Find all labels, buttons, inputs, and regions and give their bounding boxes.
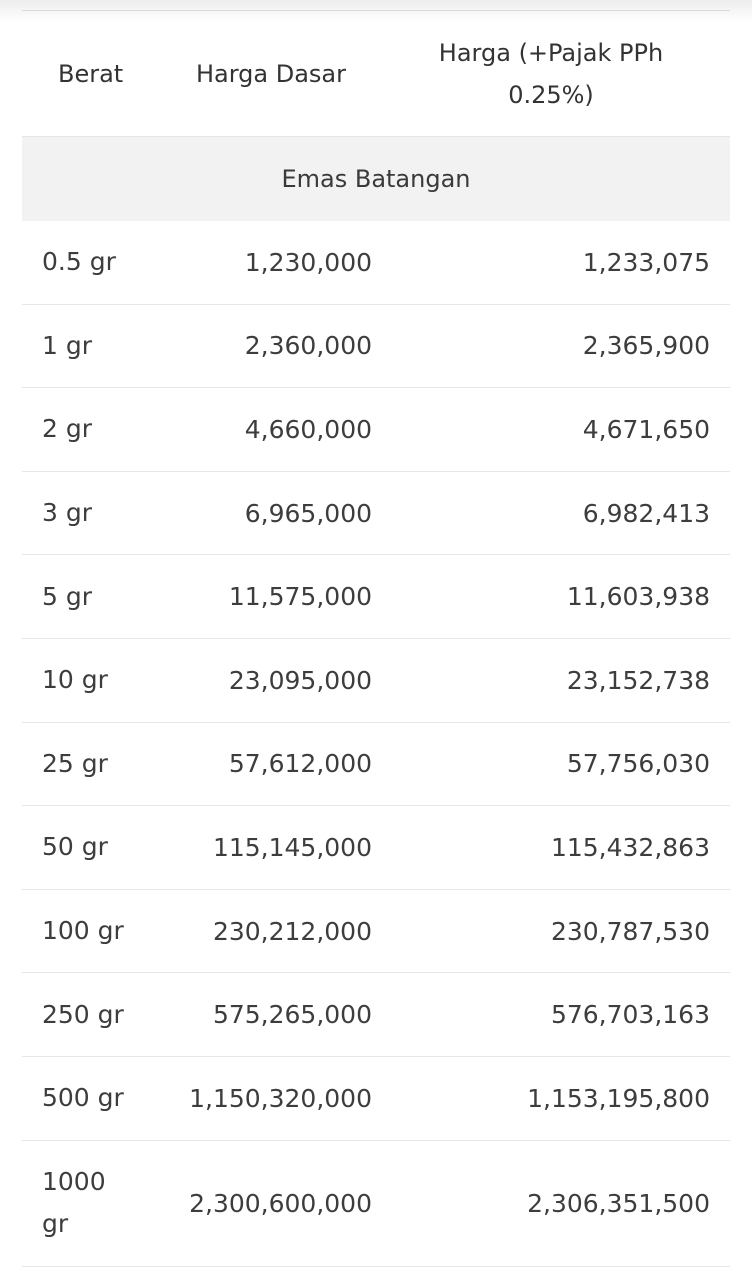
table-row [22, 388, 730, 472]
cell-harga-dasar: 1,150,320,000 [189, 1083, 372, 1113]
cell-harga-pajak: 1,153,195,800 [527, 1083, 710, 1113]
cell-harga-pajak: 11,603,938 [566, 582, 710, 612]
table-row [22, 890, 730, 974]
table-row [22, 1141, 730, 1267]
cell-harga-dasar: 11,575,000 [228, 582, 372, 612]
header-berat: Berat [58, 59, 124, 88]
cell-berat: 10 gr [42, 665, 108, 695]
cell-harga-pajak: 115,432,863 [550, 832, 710, 862]
cell-harga-dasar: 1,230,000 [244, 247, 372, 277]
cell-harga-dasar: 4,660,000 [244, 414, 372, 444]
table-row [22, 472, 730, 556]
table-row [22, 555, 730, 639]
table-row [22, 639, 730, 723]
cell-berat: 1 gr [42, 330, 92, 360]
cell-harga-dasar: 6,965,000 [244, 498, 372, 528]
cell-berat: 2 gr [42, 414, 92, 444]
header-harga-dasar: Harga Dasar [195, 59, 346, 88]
gold-price-table [22, 10, 730, 1267]
cell-harga-pajak: 6,982,413 [582, 498, 710, 528]
table-row [22, 1057, 730, 1141]
cell-berat: 3 gr [42, 498, 92, 528]
cell-berat: 250 gr [42, 999, 124, 1029]
header-harga-pajak: Harga (+Pajak PPh 0.25%) [438, 38, 664, 109]
table-header [22, 11, 730, 137]
cell-berat: 5 gr [42, 581, 92, 611]
cell-harga-dasar: 2,360,000 [244, 331, 372, 361]
cell-harga-dasar: 23,095,000 [228, 665, 372, 695]
cell-berat: 500 gr [42, 1083, 124, 1113]
cell-harga-pajak: 2,365,900 [582, 331, 710, 361]
section-emas-batangan: Emas Batangan [22, 137, 730, 221]
cell-berat: 100 gr [42, 916, 124, 946]
cell-berat: 0.5 gr [42, 247, 116, 277]
cell-harga-pajak: 23,152,738 [566, 665, 710, 695]
cell-harga-pajak: 230,787,530 [550, 916, 710, 946]
cell-harga-pajak: 2,306,351,500 [527, 1188, 710, 1218]
cell-harga-dasar: 575,265,000 [212, 1000, 372, 1030]
cell-harga-dasar: 57,612,000 [228, 749, 372, 779]
cell-berat: 50 gr [42, 832, 108, 862]
cell-harga-dasar: 115,145,000 [212, 832, 372, 862]
table-row [22, 973, 730, 1057]
cell-harga-pajak: 4,671,650 [582, 414, 710, 444]
cell-berat: 25 gr [42, 748, 108, 778]
cell-harga-pajak: 1,233,075 [582, 247, 710, 277]
table-row [22, 305, 730, 389]
cell-harga-pajak: 57,756,030 [566, 749, 710, 779]
table-row [22, 723, 730, 807]
cell-berat: 1000 gr [42, 1167, 106, 1239]
cell-harga-dasar: 2,300,600,000 [189, 1188, 372, 1218]
table-row [22, 806, 730, 890]
table-row [22, 221, 730, 305]
cell-harga-pajak: 576,703,163 [550, 1000, 710, 1030]
cell-harga-dasar: 230,212,000 [212, 916, 372, 946]
